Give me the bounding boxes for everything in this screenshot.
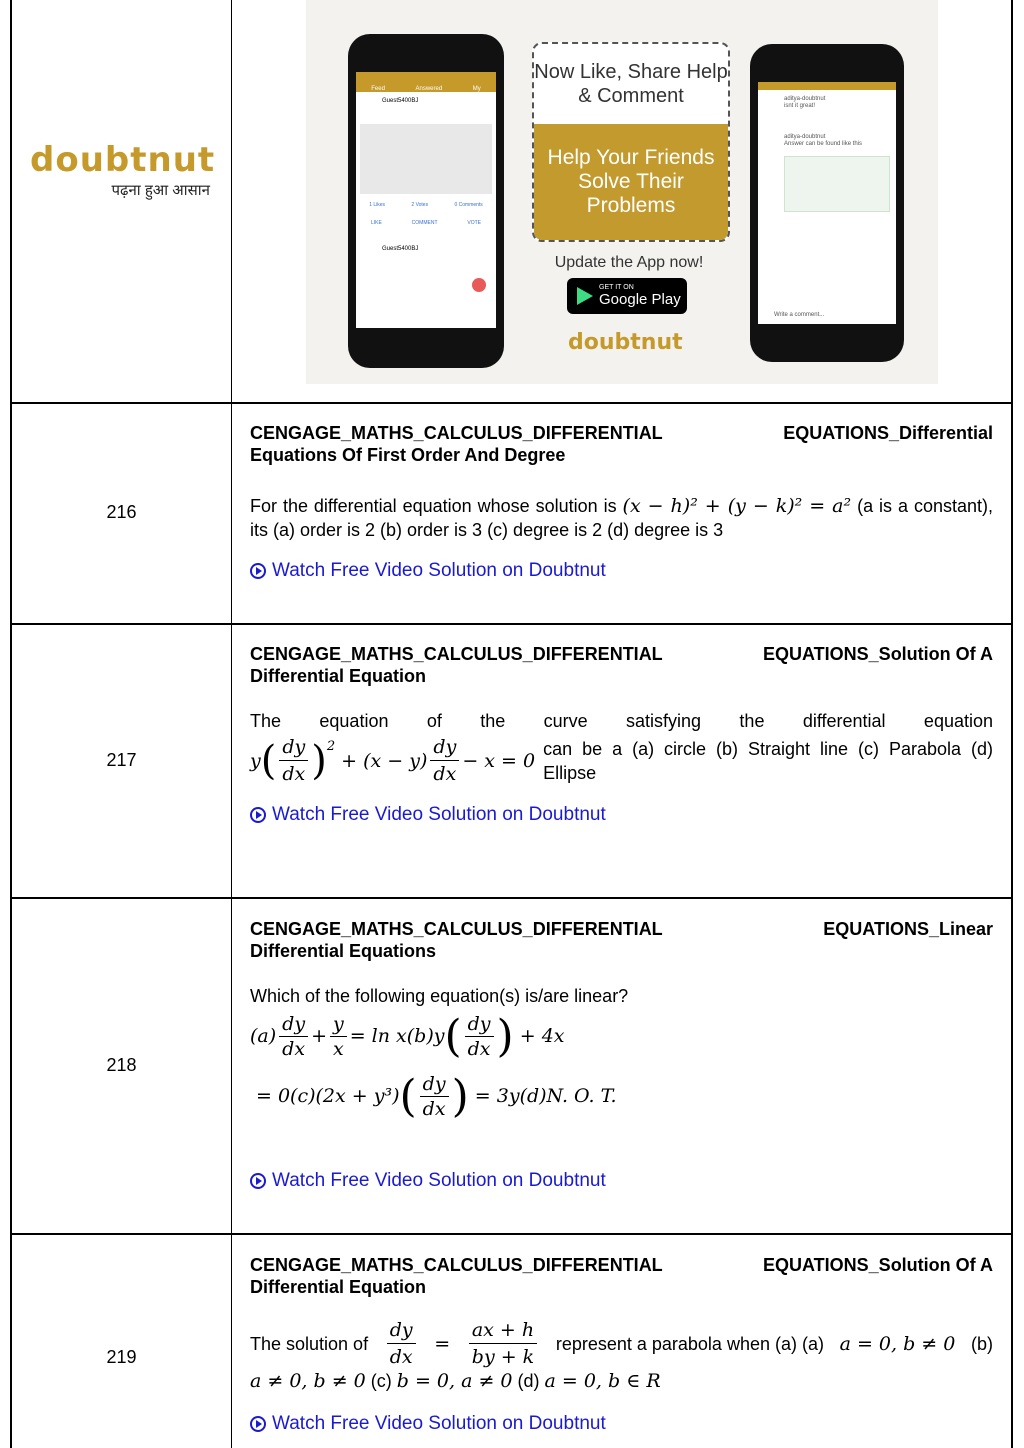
promo-headline: Now Like, Share Help & Comment xyxy=(534,61,728,107)
doubtnut-logo xyxy=(30,140,220,200)
row-divider xyxy=(10,402,1013,404)
chat-user: aditya-doubtnut xyxy=(784,96,826,102)
promo-callout: Help Your Friends Solve Their Problems xyxy=(534,124,728,240)
banner-brand-logo: doubtnut xyxy=(568,330,683,355)
play-circle-icon xyxy=(250,1173,266,1189)
row-divider xyxy=(10,623,1013,625)
right-phone-screen xyxy=(758,82,896,324)
tab-my[interactable]: My xyxy=(472,86,481,92)
chat-user: aditya-doubtnut xyxy=(784,134,826,140)
logo-tagline: पढ़ना हुआ आसान xyxy=(111,182,210,199)
watch-video-link[interactable]: Watch Free Video Solution on Doubtnut xyxy=(250,1170,993,1192)
play-store-icon xyxy=(577,287,593,305)
question-text: The equation of the curve satisfying the differential equation xyxy=(250,711,993,731)
question-cell xyxy=(250,643,993,826)
watch-video-link[interactable]: Watch Free Video Solution on Doubtnut xyxy=(250,804,993,826)
question-category: CENGAGE_MATHS_CALCULUS_DIFFERENTIAL EQUATIONS_Differential Equations Of First Order And Degree xyxy=(250,423,993,465)
watch-video-link[interactable]: Watch Free Video Solution on Doubtnut xyxy=(250,560,993,582)
row-number: 217 xyxy=(106,750,137,770)
row-number: 218 xyxy=(106,1055,137,1075)
left-phone-screen xyxy=(356,72,496,328)
chat-message: Answer can be found like this xyxy=(784,141,863,147)
chat-message: isnt it great! xyxy=(784,103,816,109)
left-phone xyxy=(348,34,504,368)
post-user: Guest5400BJ xyxy=(382,98,419,104)
question-image xyxy=(360,124,492,194)
logo-wordmark: doubtnut xyxy=(30,140,216,180)
comment-button[interactable]: COMMENT xyxy=(411,220,438,226)
tab-answered[interactable]: Answered xyxy=(415,86,443,92)
question-options: a ≠ 0, b ≠ 0 (c) b = 0, a ≠ 0 (d) a = 0, b ∈ R xyxy=(250,1370,661,1392)
play-circle-icon xyxy=(250,1416,266,1432)
question-cell xyxy=(250,918,993,1192)
question-equation: (a) $\frac{dy}{dx}$ + $\frac{y}{x}$ = ln x(b)y ( $\frac{dy}{dx}$ ) + 4x xyxy=(250,1010,565,1062)
question-category: CENGAGE_MATHS_CALCULUS_DIFFERENTIAL EQUATIONS_Solution Of A Differential Equation xyxy=(250,644,993,686)
question-cell xyxy=(250,1254,993,1435)
like-button[interactable]: LIKE xyxy=(370,220,382,226)
question-text: The solution of $\frac{dy}{dx}$ = $\frac{ax + h}{by + k}$ represent a parabola when (a) (a) a = 0, b ≠ 0 (b) xyxy=(250,1319,993,1368)
watch-video-link[interactable]: Watch Free Video Solution on Doubtnut xyxy=(250,1413,993,1435)
column-divider xyxy=(231,0,232,1448)
solution-image xyxy=(784,156,890,212)
comment-input[interactable]: Write a comment... xyxy=(774,312,825,318)
app-promo-banner xyxy=(306,0,938,384)
vote-button[interactable]: VOTE xyxy=(467,220,482,226)
right-phone xyxy=(750,44,904,362)
question-equation: y ( $\frac{dy}{dx}$ ) $^2$ + (x − y) $\frac{dy}{dx}$ − x = 0 can be a (a) circle (b) Straight line (c) Parabola (d) Ellipse xyxy=(250,736,993,785)
tab-feed[interactable]: Feed xyxy=(371,86,385,92)
question-equation: = 0(c)(2x + y³) ( $\frac{dy}{dx}$ ) = 3y(d)N. O. T. xyxy=(256,1070,617,1122)
question-category: CENGAGE_MATHS_CALCULUS_DIFFERENTIAL EQUATIONS_Linear Differential Equations xyxy=(250,919,993,961)
play-circle-icon xyxy=(250,807,266,823)
google-play-button[interactable]: GET IT ON Google Play xyxy=(567,278,687,314)
update-text: Update the App now! xyxy=(554,254,704,271)
row-number: 219 xyxy=(106,1347,137,1367)
question-text: Which of the following equation(s) is/are linear? xyxy=(250,986,629,1006)
row-number: 216 xyxy=(106,502,137,522)
post-actions xyxy=(356,220,496,226)
play-circle-icon xyxy=(250,563,266,579)
post-stats: 1 Likes 2 Votes 0 Comments xyxy=(369,202,483,208)
fab-button[interactable] xyxy=(472,278,486,292)
row-divider xyxy=(10,897,1013,899)
question-text: For the differential equation whose solution is (x − h)² + (y − k)² = a² (a is a constant), its (a) order is 2 (b) order is 3 (c) degree is 2 (d) degree is 3 xyxy=(250,495,993,540)
row-divider xyxy=(10,1233,1013,1235)
post-user: Guest5400BJ xyxy=(382,246,419,252)
promo-box xyxy=(532,42,730,242)
feed-tabs xyxy=(356,72,496,92)
question-cell xyxy=(250,422,993,582)
question-category: CENGAGE_MATHS_CALCULUS_DIFFERENTIAL EQUATIONS_Solution Of A Differential Equation xyxy=(250,1255,993,1297)
